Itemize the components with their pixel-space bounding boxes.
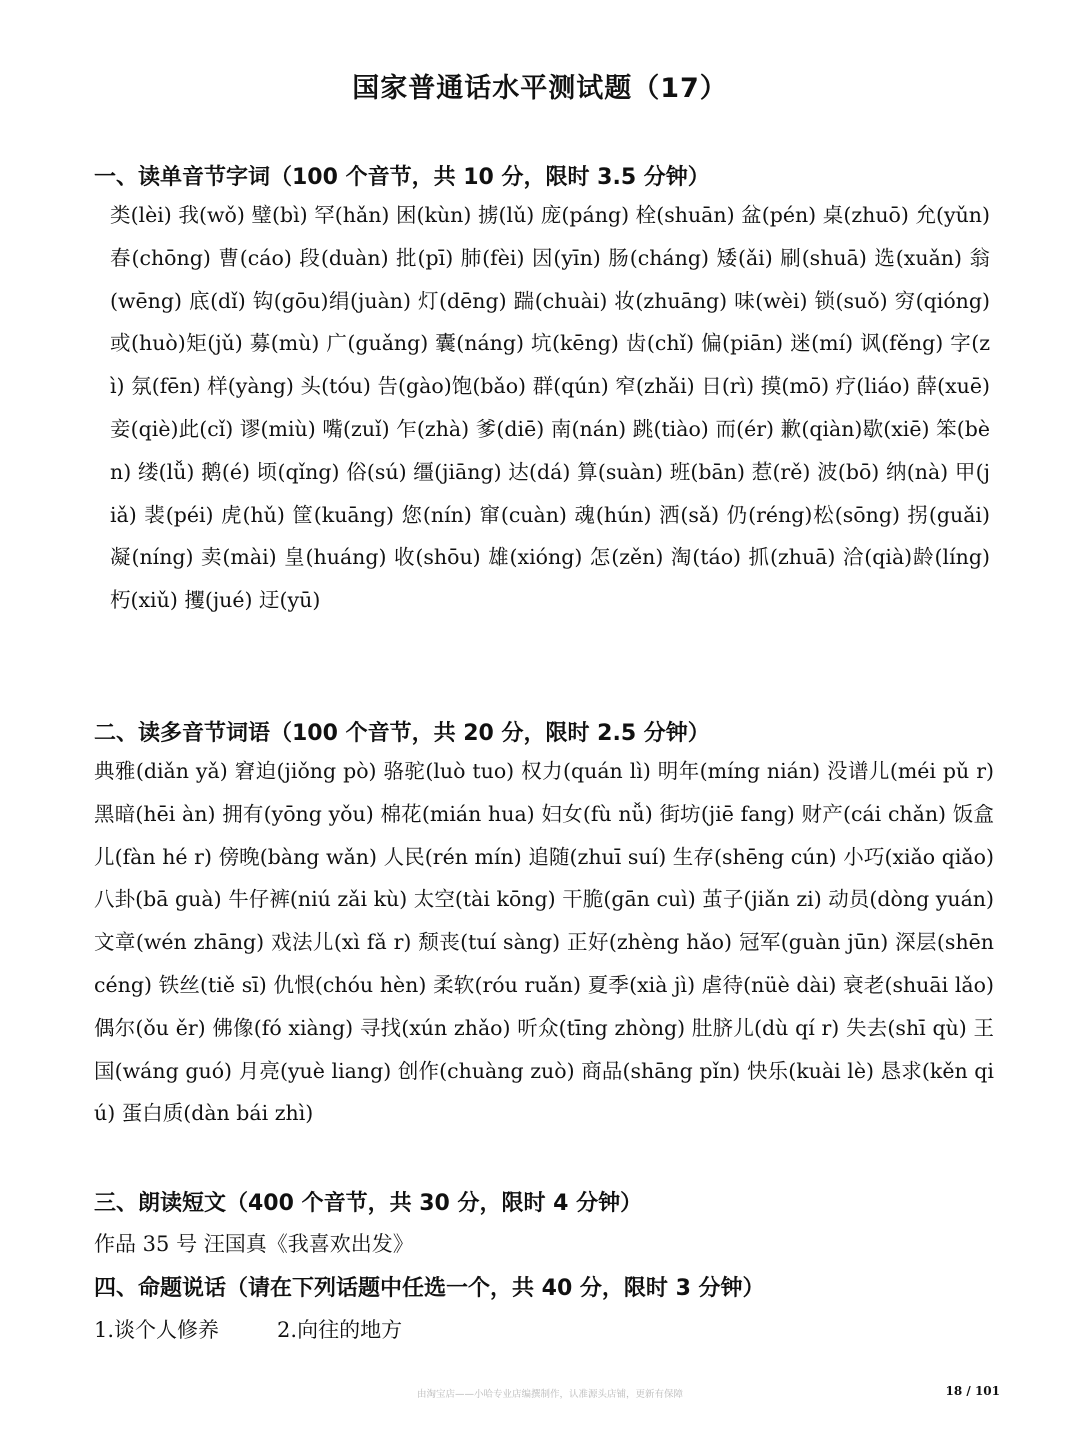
- section2-content: 典雅(diǎn yǎ) 窘迫(jiǒng pò) 骆驼(luò tuo) 权力(quán lì) 明年(míng nián) 没谱儿(méi pǔ r) 黑暗(hēi àn) 拥有(yōng yǒu) 棉花(mián hua) 妇女(fù nǚ) 街坊(jiē fang) 财产(cái chǎn) 饭盒儿(fàn hé r) 傍晚(bàng wǎn) 人民(rén mín) 追随(zhuī suí) 生存(shēng cún) 小巧(xiǎo qiǎo) 八卦(bā guà) 牛仔裤(niú zǎi kù) 太空(tài kōng) 干脆(gān cuì) 茧子(jiǎn zi) 动员(dòng yuán) 文章(wén zhāng) 戏法儿(xì fǎ r) 颓丧(tuí sàng) 正好(zhèng hǎo) 冠军(guàn jūn) 深层(shēn céng) 铁丝(tiě sī) 仇恨(chóu hèn) 柔软(róu ruǎn) 夏季(xià jì) 虐待(nüè dài) 衰老(shuāi lǎo) 偶尔(ǒu ěr) 佛像(fó xiàng) 寻找(xún zhǎo) 听众(tīng zhòng) 肚脐儿(dù qí r) 失去(shī qù) 王国(wáng guó) 月亮(yuè liang) 创作(chuàng zuò) 商品(shāng pǐn) 快乐(kuài lè) 恳求(kěn qiú) 蛋白质(dàn bái zhì): [94, 759, 994, 1126]
- topic-item: 1.谈个人修养: [94, 1318, 220, 1342]
- footer-note: 由淘宝店——小哈专业店编撰制作，认准源头店铺，更新有保障: [416, 1389, 683, 1400]
- page-number: 18 / 101: [945, 1384, 1000, 1398]
- section1-heading: 一、读单音节字词（100 个音节，共 10 分，限时 3.5 分钟）: [94, 165, 710, 190]
- page-title: 国家普通话水平测试题（17）: [352, 73, 728, 104]
- section3-work: 作品 35 号 汪国真《我喜欢出发》: [94, 1232, 414, 1256]
- topic-list: [94, 1314, 402, 1344]
- section1-content: 类(lèi) 我(wǒ) 璧(bì) 罕(hǎn) 困(kùn) 掳(lǔ) 庞(páng) 栓(shuān) 盆(pén) 桌(zhuō) 允(yǔn) 春(chōng) 曹(cáo) 段(duàn) 批(pī) 肺(fèi) 因(yīn) 肠(cháng) 矮(ǎi) 刷(shuā) 选(xuǎn) 翁(wēng) 底(dǐ) 钩(gōu)绢(juàn) 灯(dēng) 踹(chuài) 妆(zhuāng) 味(wèi) 锁(suǒ) 穷(qióng) 或(huò)矩(jǔ) 募(mù) 广(guǎng) 囊(náng) 坑(kēng) 齿(chǐ) 偏(piān) 迷(mí) 讽(fěng) 字(zì) 氛(fēn) 样(yàng) 头(tóu) 告(gào)饱(bǎo) 群(qún) 窄(zhǎi) 日(rì) 摸(mō) 疗(liáo) 薛(xuē) 妾(qiè)此(cǐ) 谬(miù) 嘴(zuǐ) 乍(zhà) 爹(diē) 南(nán) 跳(tiào) 而(ér) 歉(qiàn)歇(xiē) 笨(bèn) 缕(lǚ) 鹅(é) 顷(qǐng) 俗(sú) 缰(jiāng) 达(dá) 算(suàn) 班(bān) 惹(rě) 波(bō) 纳(nà) 甲(jiǎ) 裴(péi) 虎(hǔ) 筐(kuāng) 您(nín) 窜(cuàn) 魂(hún) 洒(sǎ) 仍(réng)松(sōng) 拐(guǎi) 凝(níng) 卖(mài) 皇(huáng) 收(shōu) 雄(xióng) 怎(zěn) 淘(táo) 抓(zhuā) 洽(qià)龄(líng) 朽(xiǔ) 攫(jué) 迂(yū): [110, 203, 990, 613]
- topic-item: 2.向往的地方: [277, 1318, 403, 1342]
- section2-heading: 二、读多音节词语（100 个音节，共 20 分，限时 2.5 分钟）: [94, 721, 710, 746]
- section3-heading: 三、朗读短文（400 个音节，共 30 分，限时 4 分钟）: [94, 1191, 643, 1216]
- section4-heading: 四、命题说话（请在下列话题中任选一个，共 40 分，限时 3 分钟）: [94, 1276, 765, 1301]
